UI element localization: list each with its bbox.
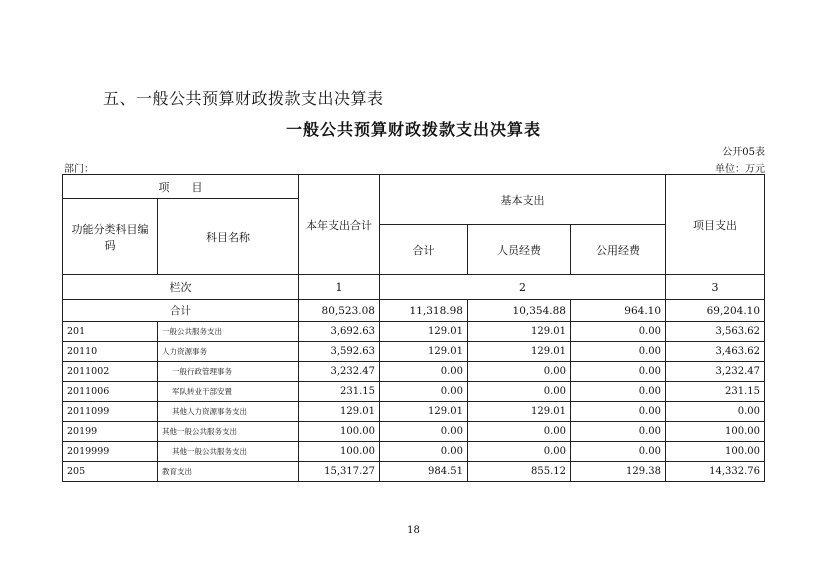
row-personnel: 129.01: [468, 322, 571, 342]
row-total: 100.00: [299, 442, 380, 462]
row-name: 一般行政管理事务: [158, 362, 299, 382]
row-public: 0.00: [571, 362, 666, 382]
header-public: 公用经费: [571, 225, 666, 275]
row-total: 129.01: [299, 402, 380, 422]
row-personnel: 0.00: [468, 362, 571, 382]
row-total: 15,317.27: [299, 462, 380, 482]
row-name: 教育支出: [158, 462, 299, 482]
section-title: 五、一般公共预算财政拨款支出决算表: [103, 89, 384, 108]
header-basic: 基本支出: [380, 175, 666, 225]
row-name: 人力资源事务: [158, 342, 299, 362]
row-total: 100.00: [299, 422, 380, 442]
table-row: [63, 462, 765, 482]
row-code: 2019999: [63, 442, 158, 462]
row-name: 其他一般公共服务支出: [158, 442, 299, 462]
sum-project: 69,204.10: [666, 300, 765, 322]
sum-label: 合计: [63, 300, 299, 322]
row-personnel: 0.00: [468, 382, 571, 402]
row-code: 20110: [63, 342, 158, 362]
table-row: [63, 402, 765, 422]
row-project: 0.00: [666, 402, 765, 422]
header-name: 科目名称: [158, 199, 299, 275]
row-personnel: 0.00: [468, 422, 571, 442]
table-row: [63, 342, 765, 362]
row-public: 0.00: [571, 402, 666, 422]
lanci-label: 栏次: [63, 275, 299, 300]
row-name: 其他人力资源事务支出: [158, 402, 299, 422]
row-code: 2011002: [63, 362, 158, 382]
table-title: 一般公共预算财政拨款支出决算表: [285, 120, 541, 139]
row-personnel: 855.12: [468, 462, 571, 482]
sum-personnel: 10,354.88: [468, 300, 571, 322]
header-personnel: 人员经费: [468, 225, 571, 275]
header-project: 项目支出: [666, 175, 765, 275]
header-item: 项 目: [63, 175, 299, 199]
row-code: 2011099: [63, 402, 158, 422]
row-public: 0.00: [571, 342, 666, 362]
row-project: 3,232.47: [666, 362, 765, 382]
table-row: [63, 322, 765, 342]
sum-basic-total: 11,318.98: [380, 300, 468, 322]
header-code: 功能分类科目编码: [63, 199, 158, 275]
row-code: 2011006: [63, 382, 158, 402]
row-total: 3,592.63: [299, 342, 380, 362]
sum-total: 80,523.08: [299, 300, 380, 322]
row-personnel: 0.00: [468, 442, 571, 462]
row-basic-total: 129.01: [380, 322, 468, 342]
row-basic-total: 0.00: [380, 382, 468, 402]
row-basic-total: 0.00: [380, 422, 468, 442]
row-public: 0.00: [571, 322, 666, 342]
row-basic-total: 0.00: [380, 362, 468, 382]
lanci-2: 2: [380, 275, 666, 300]
table-row: [63, 442, 765, 462]
row-public: 0.00: [571, 382, 666, 402]
sum-public: 964.10: [571, 300, 666, 322]
row-project: 3,563.62: [666, 322, 765, 342]
header-total: 本年支出合计: [299, 175, 380, 275]
row-personnel: 129.01: [468, 342, 571, 362]
page-number: 18: [407, 525, 420, 536]
lanci-3: 3: [666, 275, 765, 300]
row-total: 3,692.63: [299, 322, 380, 342]
row-code: 20199: [63, 422, 158, 442]
row-project: 14,332.76: [666, 462, 765, 482]
department-label: 部门：: [64, 164, 94, 175]
table-row: [63, 382, 765, 402]
row-basic-total: 0.00: [380, 442, 468, 462]
row-code: 205: [63, 462, 158, 482]
header-basic-total: 合计: [380, 225, 468, 275]
row-name: 一般公共服务支出: [158, 322, 299, 342]
row-basic-total: 129.01: [380, 342, 468, 362]
row-public: 129.38: [571, 462, 666, 482]
lanci-1: 1: [299, 275, 380, 300]
row-total: 3,232.47: [299, 362, 380, 382]
expenditure-table: [62, 174, 765, 482]
row-basic-total: 129.01: [380, 402, 468, 422]
unit-label: 单位：万元: [715, 164, 765, 175]
row-project: 100.00: [666, 442, 765, 462]
row-personnel: 129.01: [468, 402, 571, 422]
row-project: 100.00: [666, 422, 765, 442]
row-name: 其他一般公共服务支出: [158, 422, 299, 442]
table-row: [63, 422, 765, 442]
row-code: 201: [63, 322, 158, 342]
row-total: 231.15: [299, 382, 380, 402]
row-name: 军队转业干部安置: [158, 382, 299, 402]
row-project: 231.15: [666, 382, 765, 402]
form-number: 公开05表: [722, 147, 765, 158]
row-project: 3,463.62: [666, 342, 765, 362]
row-public: 0.00: [571, 442, 666, 462]
table-row: [63, 362, 765, 382]
row-basic-total: 984.51: [380, 462, 468, 482]
row-public: 0.00: [571, 422, 666, 442]
